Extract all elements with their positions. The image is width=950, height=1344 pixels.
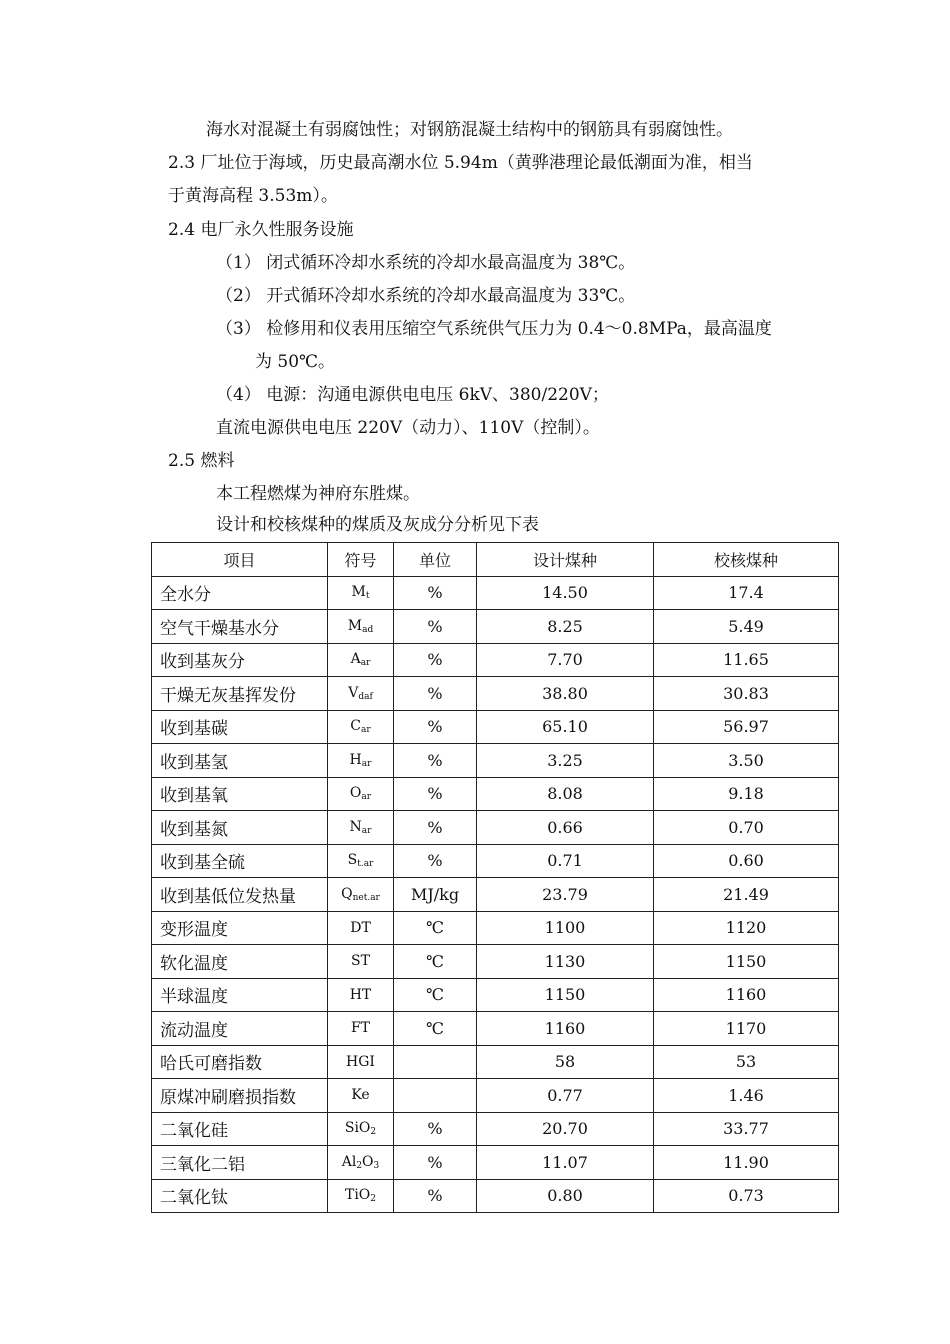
cell-design-value: 14.50 [477,576,654,610]
cell-check-value: 21.49 [654,878,839,912]
cell-design-value: 20.70 [477,1112,654,1146]
cell-unit: % [394,844,477,878]
cell-symbol [328,710,394,744]
section-2-5-heading: 2.5 燃料 [168,451,235,471]
cell-unit [394,1045,477,1079]
symbol-base: HT [349,986,372,1003]
cell-item: 二氧化硅 [152,1112,328,1146]
cell-unit: % [394,710,477,744]
cell-check-value: 53 [654,1045,839,1079]
symbol-base: S [347,852,358,869]
cell-design-value: 0.71 [477,844,654,878]
list-item-2: （2） 开式循环冷却水系统的冷却水最高温度为 33℃。 [216,286,636,306]
symbol-subscript: ad [362,624,374,635]
cell-symbol [328,777,394,811]
table-row [152,744,839,778]
coal-analysis-table [151,542,839,1213]
symbol-subscript: 2 [370,1127,377,1138]
cell-item: 收到基氧 [152,777,328,811]
table-row [152,610,839,644]
table-row [152,1179,839,1213]
cell-item: 收到基灰分 [152,643,328,677]
symbol-subscript: t.ar [357,859,374,870]
cell-check-value: 30.83 [654,677,839,711]
cell-check-value: 1160 [654,978,839,1012]
symbol-base: O [349,785,362,802]
cell-design-value: 3.25 [477,744,654,778]
cell-design-value: 58 [477,1045,654,1079]
symbol-base-2: O [362,1153,374,1170]
cell-check-value: 0.73 [654,1179,839,1213]
list-item-3-line1: （3） 检修用和仪表用压缩空气系统供气压力为 0.4～0.8MPa，最高温度 [216,319,772,339]
cell-design-value: 11.07 [477,1146,654,1180]
cell-item: 干燥无灰基挥发份 [152,677,328,711]
cell-symbol [328,878,394,912]
symbol-base: Ke [351,1087,370,1104]
table-row [152,811,839,845]
cell-item: 收到基低位发热量 [152,878,328,912]
cell-check-value: 17.4 [654,576,839,610]
symbol-subscript: 2 [370,1194,377,1205]
cell-item: 流动温度 [152,1012,328,1046]
cell-check-value: 56.97 [654,710,839,744]
cell-design-value: 8.08 [477,777,654,811]
cell-unit: ℃ [394,945,477,979]
table-caption: 设计和校核煤种的煤质及灰成分分析见下表 [216,515,539,535]
table-header-row [152,543,839,577]
section-2-4-heading: 2.4 电厂永久性服务设施 [168,220,354,240]
cell-check-value: 1170 [654,1012,839,1046]
cell-unit: % [394,811,477,845]
symbol-base: SiO [344,1120,371,1137]
symbol-base: DT [350,919,371,936]
cell-symbol [328,576,394,610]
cell-unit: % [394,576,477,610]
table-row [152,1045,839,1079]
cell-symbol [328,744,394,778]
cell-unit: ℃ [394,978,477,1012]
cell-symbol [328,1012,394,1046]
cell-symbol [328,610,394,644]
fuel-description: 本工程燃煤为神府东胜煤。 [216,484,420,504]
cell-design-value: 0.66 [477,811,654,845]
table-row [152,878,839,912]
symbol-base: V [348,684,359,701]
cell-unit: % [394,610,477,644]
cell-item: 软化温度 [152,945,328,979]
cell-unit: % [394,1179,477,1213]
symbol-subscript: ar [361,758,372,769]
table-row [152,576,839,610]
symbol-base: TiO [344,1187,371,1204]
table-row [152,1112,839,1146]
cell-check-value: 1.46 [654,1079,839,1113]
cell-design-value: 1160 [477,1012,654,1046]
cell-item: 收到基氢 [152,744,328,778]
cell-check-value: 33.77 [654,1112,839,1146]
cell-design-value: 8.25 [477,610,654,644]
cell-symbol [328,1179,394,1213]
cell-design-value: 0.77 [477,1079,654,1113]
cell-unit: % [394,744,477,778]
list-item-3-line2: 为 50℃。 [255,352,336,372]
symbol-subscript: net.ar [352,892,380,903]
list-item-1: （1） 闭式循环冷却水系统的冷却水最高温度为 38℃。 [216,253,636,273]
symbol-subscript: 2 [356,1160,363,1171]
symbol-subscript: ar [361,725,371,736]
symbol-base: Al [341,1153,357,1170]
symbol-subscript: daf [358,691,373,702]
cell-design-value: 1130 [477,945,654,979]
cell-item: 收到基碳 [152,710,328,744]
cell-item: 原煤冲刷磨损指数 [152,1079,328,1113]
symbol-base: N [349,818,362,835]
cell-symbol [328,978,394,1012]
symbol-base: ST [351,953,370,970]
cell-design-value: 7.70 [477,643,654,677]
cell-design-value: 65.10 [477,710,654,744]
table-row [152,643,839,677]
cell-symbol [328,677,394,711]
symbol-base: H [349,751,362,768]
cell-symbol [328,1112,394,1146]
cell-unit: MJ/kg [394,878,477,912]
cell-check-value: 11.65 [654,643,839,677]
cell-symbol [328,911,394,945]
list-item-4-dc: 直流电源供电电压 220V（动力）、110V（控制）。 [216,418,600,438]
cell-check-value: 9.18 [654,777,839,811]
cell-unit: % [394,643,477,677]
cell-item: 三氧化二铝 [152,1146,328,1180]
cell-item: 收到基氮 [152,811,328,845]
header-item: 项目 [152,543,328,577]
cell-item: 哈氏可磨指数 [152,1045,328,1079]
header-check-coal: 校核煤种 [654,543,839,577]
symbol-base: M [351,584,366,601]
cell-unit: % [394,1146,477,1180]
symbol-subscript: ar [360,658,371,669]
symbol-subscript: t [365,591,370,602]
table-body [152,576,839,1213]
cell-unit: % [394,677,477,711]
cell-item: 二氧化钛 [152,1179,328,1213]
table-row [152,710,839,744]
header-design-coal: 设计煤种 [477,543,654,577]
symbol-base: C [350,718,362,735]
symbol-subscript-2: 3 [373,1160,380,1171]
paragraph-seawater-corrosion: 海水对混凝土有弱腐蚀性；对钢筋混凝土结构中的钢筋具有弱腐蚀性。 [206,120,733,140]
cell-design-value: 1100 [477,911,654,945]
table-row [152,978,839,1012]
symbol-base: Q [341,885,353,902]
cell-symbol [328,1079,394,1113]
cell-check-value: 3.50 [654,744,839,778]
cell-symbol [328,844,394,878]
symbol-base: A [350,651,361,668]
cell-design-value: 0.80 [477,1179,654,1213]
symbol-subscript: ar [361,825,372,836]
table-row [152,677,839,711]
cell-symbol [328,1146,394,1180]
cell-symbol [328,945,394,979]
table-row [152,1079,839,1113]
cell-check-value: 11.90 [654,1146,839,1180]
cell-unit: % [394,777,477,811]
cell-symbol [328,1045,394,1079]
cell-unit [394,1079,477,1113]
cell-item: 变形温度 [152,911,328,945]
cell-unit: % [394,1112,477,1146]
cell-design-value: 23.79 [477,878,654,912]
table-row [152,1012,839,1046]
list-item-4: （4） 电源：沟通电源供电电压 6kV、380/220V； [216,385,609,405]
header-symbol: 符号 [328,543,394,577]
section-2-3-line2: 于黄海高程 3.53m）。 [168,186,338,206]
table-row [152,844,839,878]
cell-item: 半球温度 [152,978,328,1012]
cell-check-value: 0.60 [654,844,839,878]
table-row [152,777,839,811]
symbol-base: HGI [346,1053,375,1070]
table-row [152,1146,839,1180]
cell-design-value: 1150 [477,978,654,1012]
section-2-3-line1: 2.3 厂址位于海域，历史最高潮水位 5.94m（黄骅港理论最低潮面为准，相当 [168,153,753,173]
cell-unit: ℃ [394,1012,477,1046]
header-unit: 单位 [394,543,477,577]
cell-symbol [328,643,394,677]
cell-item: 收到基全硫 [152,844,328,878]
cell-unit: ℃ [394,911,477,945]
cell-item: 全水分 [152,576,328,610]
symbol-base: M [347,617,363,634]
symbol-base: FT [350,1020,371,1037]
cell-design-value: 38.80 [477,677,654,711]
cell-check-value: 1150 [654,945,839,979]
cell-check-value: 5.49 [654,610,839,644]
cell-item: 空气干燥基水分 [152,610,328,644]
symbol-subscript: ar [361,792,372,803]
cell-symbol [328,811,394,845]
cell-check-value: 1120 [654,911,839,945]
cell-check-value: 0.70 [654,811,839,845]
table-row [152,911,839,945]
table-row [152,945,839,979]
